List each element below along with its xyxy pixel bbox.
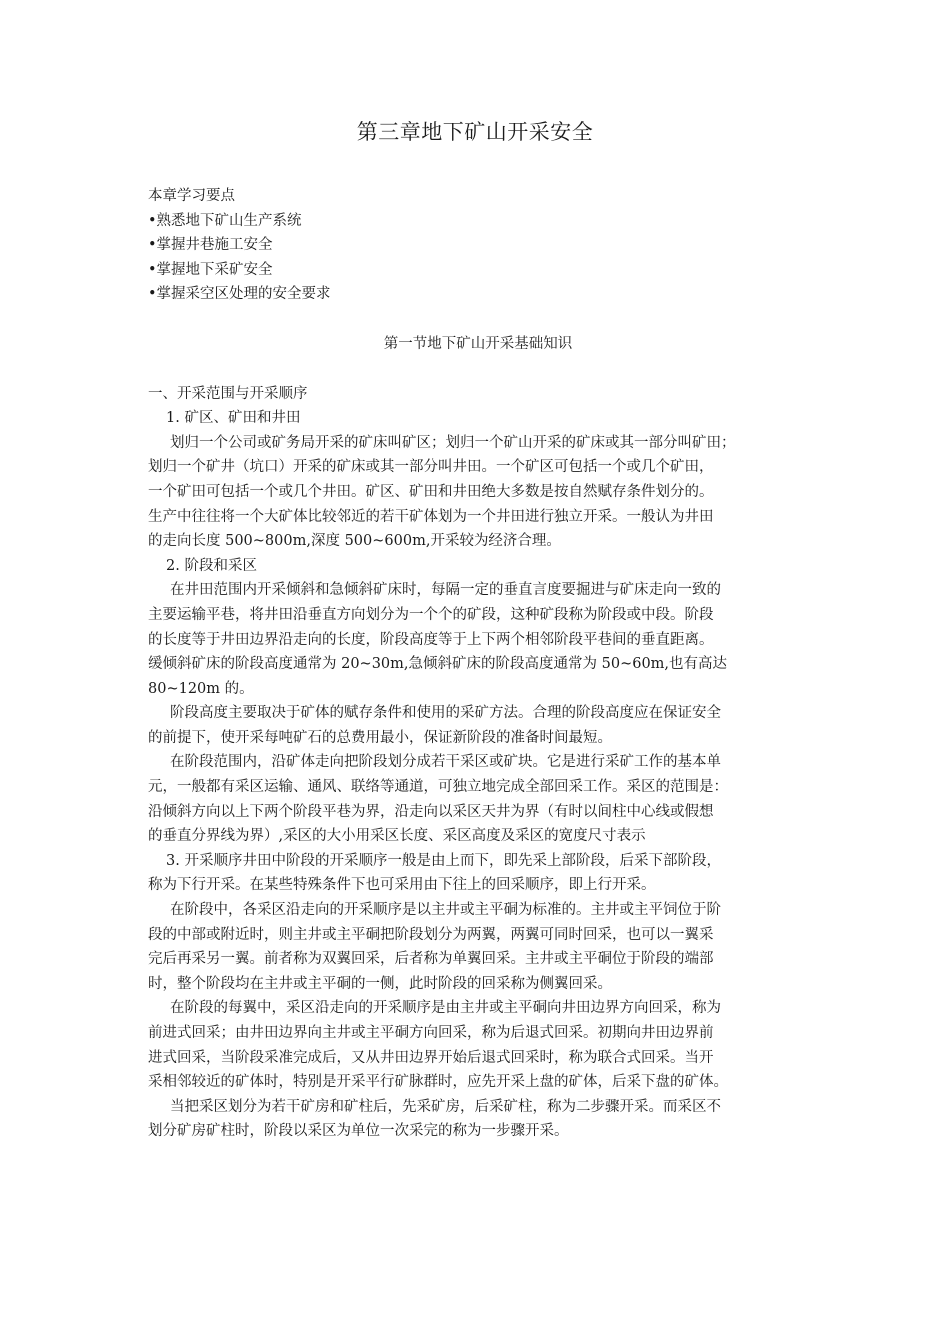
subsection-heading: 1. 矿区、矿田和井田	[166, 410, 301, 427]
paragraph-line: 前进式回采；由井田边界向主井或主平硐方向回采，称为后退式回采。初期向井田边界前	[148, 1025, 714, 1041]
paragraph-line: 段的中部或附近时，则主井或主平硐把阶段划分为两翼，两翼可同时回采，也可以一翼采	[148, 926, 714, 943]
paragraph-line: 划归一个矿井（坑口）开采的矿床或其一部分叫井田。一个矿区可包括一个或几个矿田，	[148, 459, 714, 476]
paragraph-line: 在阶段中，各采区沿走向的开采顺序是以主井或主平硐为标准的。主井或主平饲位于阶	[170, 902, 721, 919]
paragraph-line: 划分矿房矿柱时，阶段以采区为单位一次采完的称为一步骤开采。	[148, 1123, 569, 1140]
paragraph-line: 时，整个阶段均在主井或主平硐的一侧，此时阶段的回采称为侧翼回采。	[148, 975, 612, 992]
paragraph-line: 生产中往往将一个大矿体比较邻近的若干矿体划为一个井田进行独立开采。一般认为井田	[148, 508, 714, 525]
paragraph-mining-areas	[148, 431, 808, 554]
paragraph-line: 元，一般都有采区运输、通风、联络等通道，可独立地完成全部回采工作。采区的范围是：	[148, 779, 728, 796]
paragraph-line: 的前提下，使开采每吨矿石的总费用最小，保证新阶段的准备时间最短。	[148, 729, 612, 746]
paragraph-line: 当把采区划分为若干矿房和矿柱后，先采矿房，后采矿柱，称为二步骤开采。而采区不	[170, 1098, 721, 1115]
paragraph-line: 采相邻较近的矿体时，特别是开采平行矿脉群时，应先开采上盘的矿体，后采下盘的矿体。	[148, 1074, 728, 1091]
key-point-item: •掌握地下采矿安全	[148, 261, 273, 278]
paragraph-mining-order	[148, 849, 808, 898]
paragraph-line: 一个矿田可包括一个或几个井田。矿区、矿田和井田绝大多数是按自然赋存条件划分的。	[148, 483, 714, 500]
subsection-heading: 2. 阶段和采区	[166, 557, 257, 574]
key-points-heading: 本章学习要点	[148, 188, 235, 204]
paragraph-line: 的走向长度 500~800m,深度 500~600m,开采较为经济合理。	[148, 533, 561, 550]
paragraph-levels	[148, 578, 808, 701]
paragraph-line: 的长度等于井田边界沿走向的长度，阶段高度等于上下两个相邻阶段平巷间的垂直距离。	[148, 631, 714, 648]
paragraph-line: 阶段高度主要取决于矿体的赋存条件和使用的采矿方法。合理的阶段高度应在保证安全	[170, 705, 721, 722]
section-title: 第一节地下矿山开采基础知识	[383, 335, 573, 352]
paragraph-line: 完后再采另一翼。前者称为双翼回采，后者称为单翼回采。主井或主平硐位于阶段的端部	[148, 951, 714, 968]
paragraph-line: 3. 开采顺序井田中阶段的开采顺序一般是由上而下，即先采上部阶段，后采下部阶段，	[166, 852, 721, 869]
paragraph-line: 沿倾斜方向以上下两个阶段平巷为界，沿走向以采区天井为界（有时以间柱中心线或假想	[148, 803, 714, 820]
key-point-item: •掌握采空区处理的安全要求	[148, 286, 331, 303]
paragraph-line: 主要运输平巷，将井田沿垂直方向划分为一个个的矿段，这种矿段称为阶段或中段。阶段	[148, 606, 714, 623]
paragraph-line: 划归一个公司或矿务局开采的矿床叫矿区；划归一个矿山开采的矿床或其一部分叫矿田；	[170, 434, 736, 451]
paragraph-line: 进式回采，当阶段采准完成后，又从井田边界开始后退式回采时，称为联合式回采。当开	[148, 1049, 714, 1066]
paragraph-line: 在井田范围内开采倾斜和急倾斜矿床时，每隔一定的垂直言度要掘进与矿床走向一致的	[170, 582, 721, 599]
document-body	[148, 184, 808, 1144]
paragraph-wing-mining	[148, 898, 808, 996]
paragraph-steps	[148, 1095, 808, 1144]
paragraph-level-height	[148, 701, 808, 750]
paragraph-line: 称为下行开采。在某些特殊条件下也可采用由下往上的回采顺序，即上行开采。	[148, 877, 656, 894]
key-point-item: •熟悉地下矿山生产系统	[148, 212, 302, 229]
chapter-title: 第三章地下矿山开采安全	[356, 120, 594, 144]
part-heading: 一、开采范围与开采顺序	[148, 385, 308, 402]
paragraph-line: 缓倾斜矿床的阶段高度通常为 20~30m,急倾斜矿床的阶段高度通常为 50~60m,也有高达	[148, 656, 728, 673]
key-point-item: •掌握井巷施工安全	[148, 237, 273, 254]
paragraph-line: 80~120m 的。	[148, 680, 254, 697]
paragraph-advance-retreat	[148, 996, 808, 1094]
key-points	[148, 184, 808, 307]
paragraph-line: 在阶段范围内，沿矿体走向把阶段划分成若干采区或矿块。它是进行采矿工作的基本单	[170, 754, 721, 771]
paragraph-line: 在阶段的每翼中，采区沿走向的开采顺序是由主井或主平硐向井田边界方向回采，称为	[170, 1000, 721, 1017]
paragraph-blocks	[148, 750, 808, 848]
paragraph-line: 的垂直分界线为界）,采区的大小用采区长度、采区高度及采区的宽度尺寸表示	[148, 828, 646, 845]
